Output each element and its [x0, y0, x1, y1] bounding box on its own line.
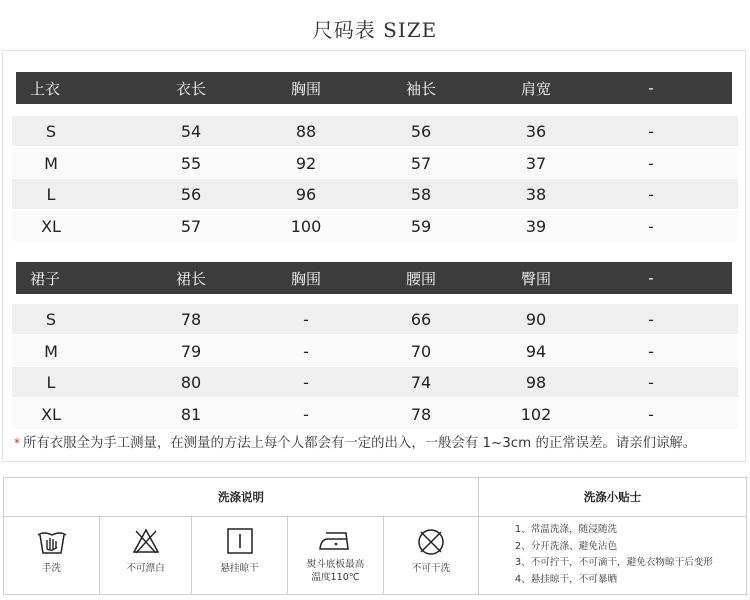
note-text: 所有衣服全为手工测量，在测量的方法上每个人都会有一定的出入，一般会有 1~3cm 的正常误差。请亲们谅解。	[23, 436, 697, 451]
header-cell: 臀围	[520, 269, 551, 288]
table-cell: L	[46, 184, 56, 204]
table-row	[12, 304, 738, 334]
washing-tips	[479, 478, 746, 594]
header-cell: -	[648, 79, 654, 97]
table-cell: 66	[410, 309, 432, 329]
table-cell: -	[648, 184, 654, 204]
care-symbol-hand-wash	[4, 517, 100, 594]
table-cell: 59	[410, 216, 432, 236]
hang-dry-icon	[226, 527, 254, 555]
table-cell: 98	[525, 372, 547, 392]
care-label: 悬挂晾干	[220, 563, 259, 574]
table-cell: 57	[410, 153, 432, 173]
table-row	[12, 148, 738, 178]
table-cell: -	[303, 341, 309, 361]
table-cell: XL	[41, 216, 61, 236]
washing-tips-title: 洗涤小贴士	[479, 478, 746, 517]
table-cell: -	[648, 404, 654, 424]
table-cell: 70	[410, 341, 432, 361]
page-title: 尺码表 SIZE	[312, 18, 438, 42]
tip-item: 1、常温洗涤，随浸随洗	[515, 524, 618, 535]
table-cell: 57	[180, 216, 202, 236]
washing-instructions	[4, 478, 479, 594]
table-cell: 88	[295, 121, 317, 141]
care-symbol-iron	[288, 517, 384, 594]
table-cell: M	[44, 153, 58, 173]
table-cell: 54	[180, 121, 202, 141]
table-cell: 56	[180, 184, 202, 204]
table-cell: S	[45, 121, 57, 141]
no-bleach-icon	[132, 527, 160, 555]
table-cell: 79	[180, 341, 202, 361]
header-cell: 衣长	[175, 79, 206, 98]
care-label: 不可漂白	[126, 563, 165, 574]
tip-item: 3、不可拧干，不可滴干，避免衣物晾干后变形	[515, 557, 713, 568]
table-cell: 100	[290, 216, 322, 236]
measurement-note	[14, 432, 696, 451]
table-cell: -	[303, 404, 309, 424]
note-asterisk: *	[14, 436, 20, 450]
table-cell: 56	[410, 121, 432, 141]
iron-110-icon	[318, 527, 354, 553]
table-header	[16, 262, 732, 294]
table-cell: L	[46, 372, 56, 392]
table-cell: 78	[180, 309, 202, 329]
table-cell: 90	[525, 309, 547, 329]
header-cell: 上衣	[30, 79, 61, 98]
washing-panel	[3, 477, 747, 595]
table-row	[12, 179, 738, 209]
table-cell: 58	[410, 184, 432, 204]
table-cell: 92	[295, 153, 317, 173]
table-cell: -	[648, 153, 654, 173]
table-cell: 80	[180, 372, 202, 392]
header-cell: -	[648, 269, 654, 287]
table-cell: 36	[525, 121, 547, 141]
table-cell: 39	[525, 216, 547, 236]
header-cell: 肩宽	[520, 79, 551, 98]
table-cell: S	[45, 309, 57, 329]
care-symbol-no-bleach	[100, 517, 192, 594]
care-symbol-no-dry-clean	[384, 517, 478, 594]
table-cell: 38	[525, 184, 547, 204]
table-row	[12, 399, 738, 429]
care-label: 熨斗底板最高	[306, 559, 365, 570]
table-cell: -	[648, 216, 654, 236]
table-cell: XL	[41, 404, 61, 424]
table-cell: -	[303, 309, 309, 329]
care-label: 手洗	[41, 563, 62, 574]
table-cell: 96	[295, 184, 317, 204]
table-cell: -	[648, 309, 654, 329]
no-dry-clean-icon	[416, 527, 446, 557]
table-cell: -	[648, 121, 654, 141]
table-cell: M	[44, 341, 58, 361]
header-cell: 腰围	[405, 269, 436, 288]
tip-item: 2、分开洗涤、避免沾色	[515, 540, 618, 552]
table-cell: 78	[410, 404, 432, 424]
table-row	[12, 367, 738, 397]
table-cell: 102	[520, 404, 552, 424]
table-cell: 37	[525, 153, 547, 173]
header-cell: 袖长	[405, 79, 436, 98]
table-cell: 55	[180, 153, 202, 173]
header-cell: 裙子	[30, 269, 61, 288]
header-cell: 胸围	[290, 269, 321, 288]
hand-wash-icon	[36, 527, 68, 557]
header-cell: 裙长	[175, 269, 206, 288]
table-cell: -	[648, 341, 654, 361]
table-cell: 81	[180, 404, 202, 424]
table-cell: -	[648, 372, 654, 392]
table-row	[12, 336, 738, 366]
tip-item: 4、悬挂晾干，不可暴晒	[515, 573, 618, 585]
table-cell: -	[303, 372, 309, 392]
washing-instructions-title: 洗涤说明	[4, 478, 478, 517]
table-row	[12, 211, 738, 241]
table-row	[12, 116, 738, 146]
table-header	[16, 72, 732, 104]
table-cell: 74	[410, 372, 432, 392]
care-symbol-hang-dry	[192, 517, 288, 594]
tips-list	[515, 522, 713, 588]
care-label-temperature: 温度110℃	[311, 572, 360, 583]
header-cell: 胸围	[290, 79, 321, 98]
table-cell: 94	[525, 341, 547, 361]
care-label: 不可干洗	[411, 563, 451, 574]
